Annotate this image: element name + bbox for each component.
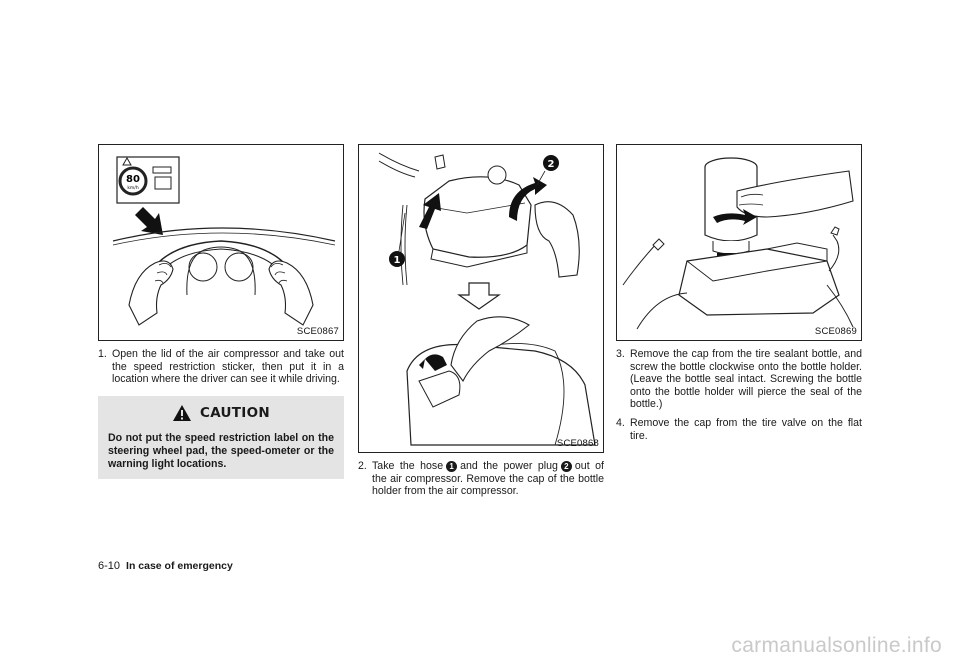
sticker-unit: km/h — [127, 186, 139, 191]
figure-code: SCE0869 — [814, 326, 857, 337]
step-3 — [616, 348, 862, 411]
sticker-speed: 80 — [126, 174, 140, 185]
steering-wheel-illustration — [99, 145, 343, 340]
compressor-hose-illustration — [359, 145, 603, 452]
step-text: Open the lid of the air compressor and take out the speed restriction sticker, then put it in a location where the driver can see it while driving. — [112, 348, 344, 386]
callout-2-badge: 2 — [561, 461, 572, 472]
step-4 — [616, 417, 862, 442]
caution-box — [98, 396, 344, 479]
caution-title: CAUTION — [199, 404, 270, 421]
page-number: 6-10 — [98, 560, 121, 572]
callout-2: 2 — [547, 159, 555, 170]
caution-text: Do not put the speed restriction label on the steering wheel pad, the speed-ometer or the warning light locations. — [108, 431, 334, 470]
step-number: 4. — [616, 416, 625, 429]
page-footer — [98, 560, 233, 572]
figure-steering-wheel — [98, 144, 344, 341]
step-number: 3. — [616, 348, 625, 360]
column-2 — [358, 144, 604, 498]
callout-1-badge: 1 — [446, 461, 457, 472]
column-3 — [616, 144, 862, 442]
callout-1: 1 — [393, 255, 401, 266]
step-text: Remove the cap from the tire valve on the flat tire. — [630, 416, 862, 442]
column-1 — [98, 144, 344, 479]
caution-header — [108, 404, 334, 422]
figure-code: SCE0868 — [556, 438, 599, 449]
warning-triangle-icon — [172, 404, 192, 422]
watermark: carmanualsonline.info — [731, 634, 942, 657]
step-text: Remove the cap from the tire sealant bottle, and screw the bottle clockwise onto the bottle holder. (Leave the bottle seal intact. Screwing the bottle onto the bottle holder will pierce the seal of the bottle.) — [630, 348, 862, 411]
step-text-mid: and the power plug — [460, 460, 558, 472]
figure-sealant-bottle — [616, 144, 862, 341]
step-1 — [98, 348, 344, 386]
figure-compressor-hose — [358, 144, 604, 453]
sealant-bottle-illustration — [617, 145, 861, 340]
step-text-post: out of the air compressor. Remove the cap of the bottle holder from the air compressor. — [372, 460, 604, 498]
step-2 — [358, 460, 604, 498]
step-text-pre: Take the hose — [372, 460, 444, 472]
section-title: In case of emergency — [126, 560, 233, 572]
step-number: 1. — [98, 348, 107, 360]
figure-code: SCE0867 — [296, 326, 339, 337]
step-number: 2. — [358, 460, 367, 472]
